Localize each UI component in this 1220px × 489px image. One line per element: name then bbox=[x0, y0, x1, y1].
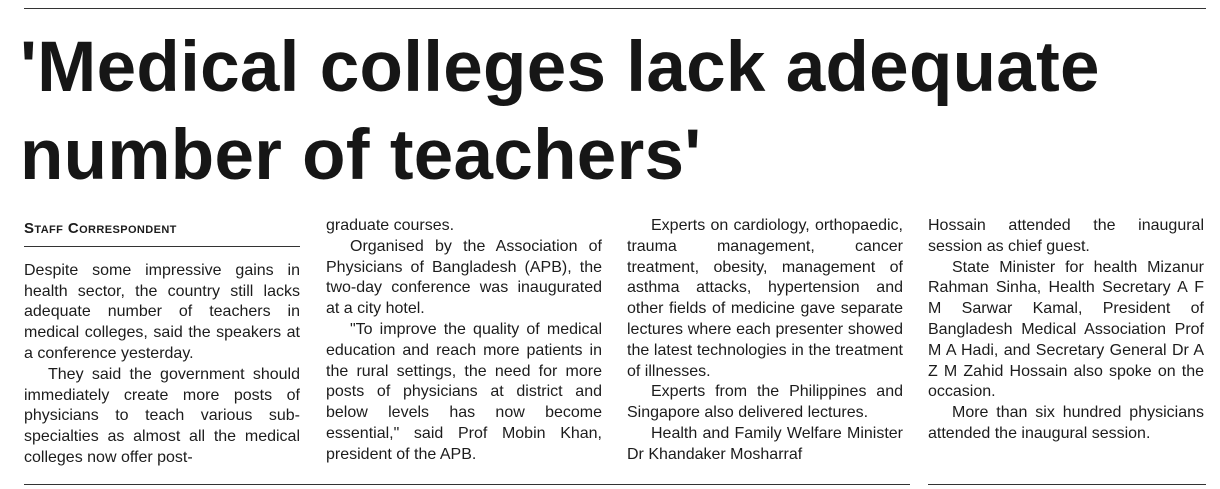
paragraph-8: State Minister for health Mizanur Rahman Sinha, Health Secretary A F M Sarwar Kamal, President of Bangladesh Medical Association Prof M A Hadi, and Secretary General Dr A Z M Zahid Hossain also spoke on the occasion. bbox=[928, 258, 1204, 401]
paragraph-5: Experts on cardiology, orthopaedic, trauma management, cancer treatment, obesity, management of asthma attacks, hypertension and other fields of medicine gave separate lectures where each presenter showed the latest technologies in the treatment of illnesses. bbox=[627, 217, 903, 380]
paragraph-4: "To improve the quality of medical education and reach more patients in the rural settings, the need for more posts of physicians at district and below levels has now become essential," said Prof Mobin Khan, president of the APB. bbox=[326, 320, 602, 463]
paragraph-6: Experts from the Philippines and Singapore also delivered lectures. bbox=[627, 383, 903, 422]
paragraph-2-end: graduate courses. bbox=[326, 217, 455, 234]
paragraph-9: More than six hundred physicians attended the inaugural session. bbox=[928, 404, 1204, 442]
paragraph-1: Despite some impressive gains in health sector, the country still lacks adequate number of teachers in medical colleges, said the speakers at a conference yesterday. bbox=[24, 261, 300, 362]
paragraph-7-start: Health and Family Welfare Minister Dr Khandaker Mosharraf bbox=[627, 424, 903, 463]
column-4 bbox=[928, 216, 1204, 445]
headline-line-1: 'Medical colleges lack adequate bbox=[20, 28, 1100, 107]
bottom-rule-left bbox=[24, 484, 910, 485]
bottom-rule-right bbox=[928, 484, 1206, 485]
column-3 bbox=[627, 216, 903, 466]
column-2 bbox=[326, 216, 602, 466]
column-1 bbox=[24, 216, 300, 469]
headline-line-2: number of teachers' bbox=[20, 116, 702, 195]
top-rule bbox=[24, 8, 1206, 9]
headline bbox=[20, 24, 1210, 200]
paragraph-2-start: They said the government should immediately create more posts of physicians to teach various sub-specialties as almost all the medical colleges now offer post- bbox=[24, 365, 300, 466]
byline-text: Staff Correspondent bbox=[24, 220, 177, 237]
byline bbox=[24, 216, 300, 247]
paragraph-3: Organised by the Association of Physicians of Bangladesh (APB), the two-day conference was inaugurated at a city hotel. bbox=[326, 237, 602, 318]
paragraph-7-end: Hossain attended the inaugural session as chief guest. bbox=[928, 217, 1204, 255]
